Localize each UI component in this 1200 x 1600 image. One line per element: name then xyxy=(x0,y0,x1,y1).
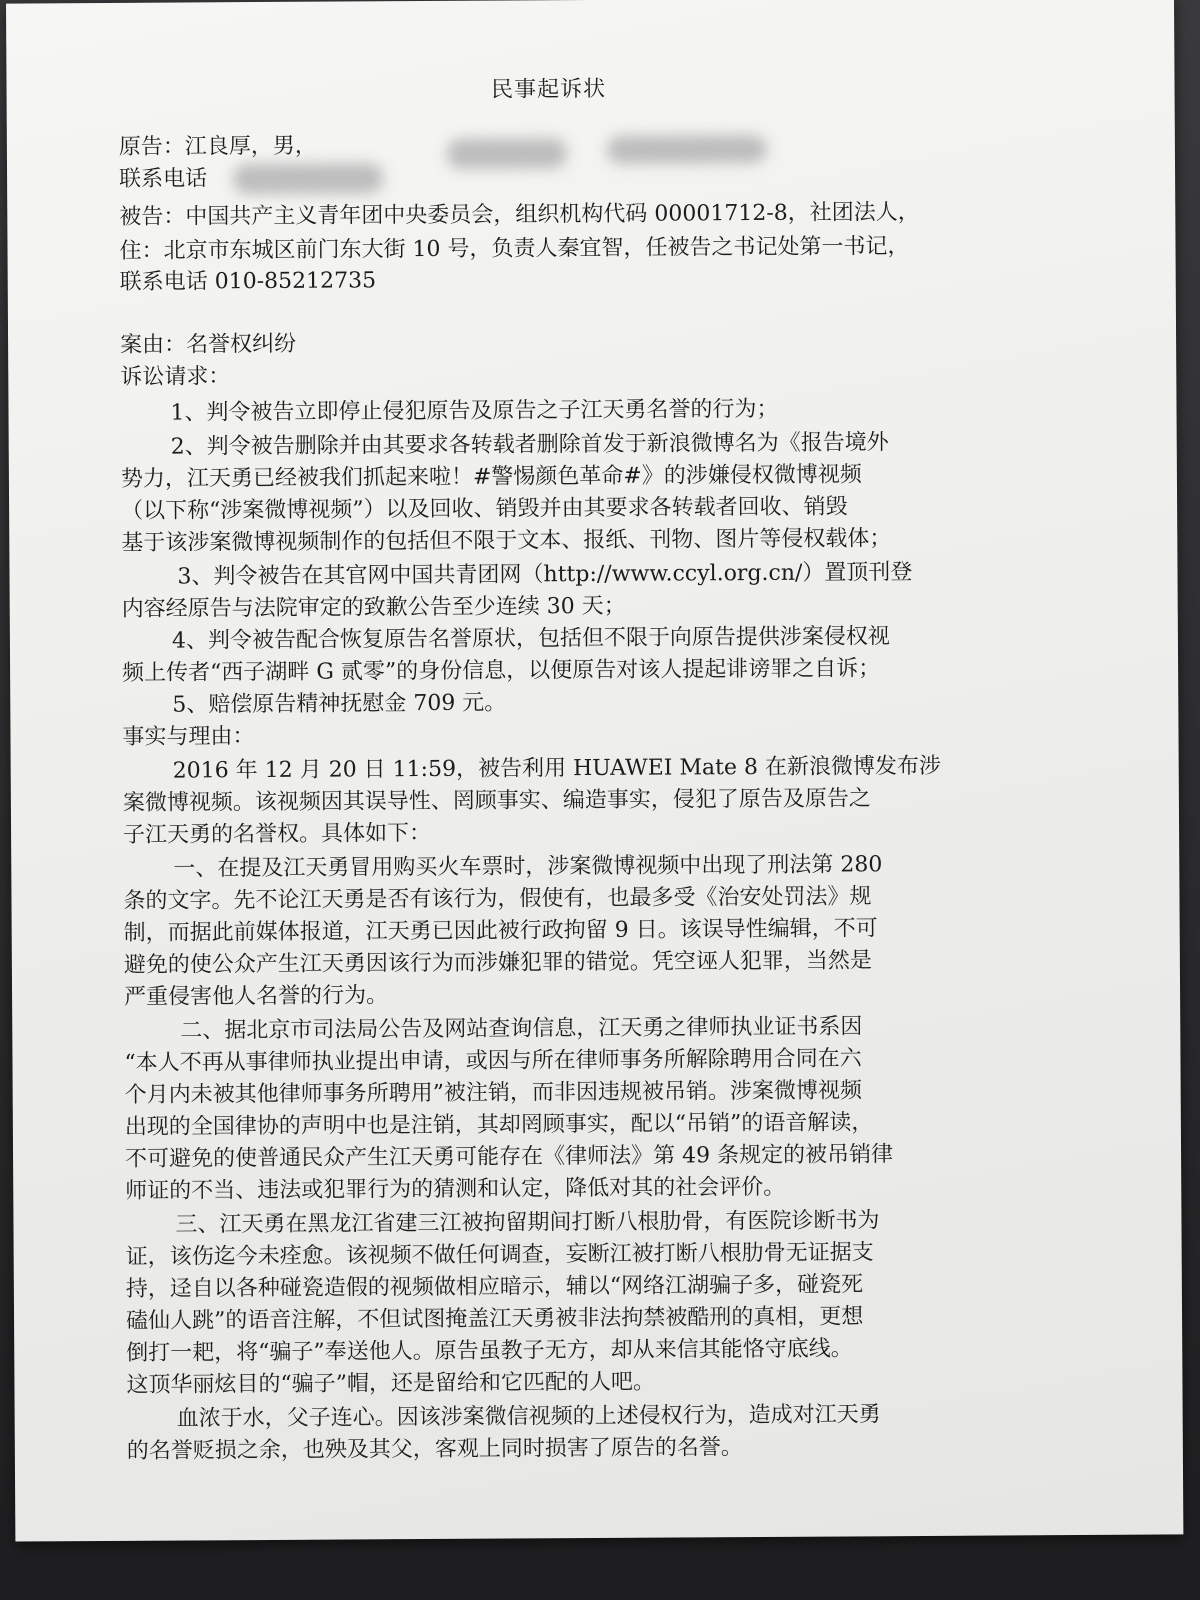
facts-intro-line-2: 案微博视频。该视频因其误导性、罔顾事实、编造事实，侵犯了原告及原告之 xyxy=(122,786,871,816)
plaintiff-line: 原告：江良厚，男， xyxy=(118,133,317,160)
point-2-line-6: 师证的不当、违法或犯罪行为的猜测和认定，降低对其的社会评价。 xyxy=(125,1174,786,1204)
document-page xyxy=(6,0,1183,1542)
claim-1: 1、判令被告立即停止侵犯原告及原告之子江天勇名誉的行为； xyxy=(170,396,779,426)
claim-4-line-1: 4、判令被告配合恢复原告名誉原状，包括但不限于向原告提供涉案侵权视 xyxy=(171,624,890,654)
claim-4-line-2: 频上传者“西子湖畔 G 贰零”的身份信息，以便原告对该人提起诽谤罪之自诉； xyxy=(122,656,881,686)
point-2-line-4: 出现的全国律协的声明中也是注销，其却罔顾事实，配以“吊销”的语音解读， xyxy=(124,1110,874,1140)
claim-2-line-1: 2、判令被告删除并由其要求各转载者删除首发于新浪微博名为《报告境外 xyxy=(170,430,889,460)
defendant-line-1: 被告：中国共产主义青年团中央委员会，组织机构代码 00001712-8，社团法人， xyxy=(119,199,920,230)
case-cause: 案由：名誉权纠纷 xyxy=(120,331,297,358)
conclusion-line-2: 的名誉贬损之余，也殃及其父，客观上同时损害了原告的名誉。 xyxy=(126,1435,743,1464)
document-title: 民事起诉状 xyxy=(490,76,607,103)
point-1-line-1: 一、在提及江天勇冒用购买火车票时，涉案微博视频中出现了刑法第 280 xyxy=(173,852,883,882)
point-3-line-1: 三、江天勇在黑龙江省建三江被拘留期间打断八根肋骨，有医院诊断书为 xyxy=(175,1208,880,1238)
point-2-line-5: 不可避免的使普通民众产生江天勇可能存在《律师法》第 49 条规定的被吊销律 xyxy=(124,1142,894,1172)
point-3-line-3: 持，迳自以各种碰瓷造假的视频做相应暗示，辅以“网络江湖骗子多，碰瓷死 xyxy=(125,1272,864,1302)
claim-5: 5、赔偿原告精神抚慰金 709 元。 xyxy=(172,690,507,718)
redaction-blur-3 xyxy=(233,163,383,194)
facts-intro-line-1: 2016 年 12 月 20 日 11:59，被告利用 HUAWEI Mate 8 在新浪微博发布涉 xyxy=(172,753,941,784)
defendant-phone-line: 联系电话 010-85212735 xyxy=(119,268,377,295)
point-2-line-2: “本人不再从事律师执业提出申请，或因与所在律师事务所解除聘用合同在六 xyxy=(124,1046,862,1076)
claim-2-line-4: 基于该涉案微博视频制作的包括但不限于文本、报纸、刊物、图片等侵权载体； xyxy=(121,526,892,556)
point-3-line-6: 这顶华丽炫目的“骗子”帽，还是留给和它匹配的人吧。 xyxy=(126,1369,656,1398)
conclusion-line-1: 血浓于水，父子连心。因该涉案微信视频的上述侵权行为，造成对江天勇 xyxy=(176,1402,881,1432)
claim-2-line-3: （以下称“涉案微博视频”）以及回收、销毁并由其要求各转载者回收、销毁 xyxy=(121,494,848,524)
point-3-line-2: 证，该伤迄今未痊愈。该视频不做任何调查，妄断江被打断八根肋骨无证据支 xyxy=(125,1240,874,1270)
claim-3-line-2: 内容经原告与法院审定的致歉公告至少连续 30 天； xyxy=(121,593,626,622)
point-3-line-5: 倒打一耙，将“骗子”奉送他人。原告虽教子无方，却从来信其能恪守底线。 xyxy=(126,1336,853,1366)
claim-2-line-2: 势力，江天勇已经被我们抓起来啦！#警惕颜色革命#》的涉嫌侵权微博视频 xyxy=(120,462,862,492)
plaintiff-phone-line: 联系电话 xyxy=(119,166,208,192)
point-3-line-4: 磕仙人跳”的语音注解，不但试图掩盖江天勇被非法拘禁被酷刑的真相，更想 xyxy=(125,1304,864,1334)
point-1-line-5: 严重侵害他人名誉的行为。 xyxy=(124,983,389,1010)
point-1-line-3: 制，而据此前媒体报道，江天勇已因此被行政拘留 9 日。该误导性编辑，不可 xyxy=(123,916,878,946)
complaint-document xyxy=(118,0,1018,1464)
defendant-line-2: 住：北京市东城区前门东大街 10 号，负责人秦宜智，任被告之书记处第一书记， xyxy=(119,234,910,264)
facts-heading: 事实与理由： xyxy=(122,724,255,750)
facts-intro-line-3: 子江天勇的名誉权。具体如下： xyxy=(123,820,432,848)
point-2-line-3: 个月内未被其他律师事务所聘用”被注销，而非因违规被吊销。涉案微博视频 xyxy=(124,1078,862,1108)
redaction-blur-1 xyxy=(447,138,567,169)
claim-3-line-1: 3、判令被告在其官网中国共青团网（http://www.ccyl.org.cn/）置顶刊登 xyxy=(177,560,913,590)
point-2-line-1: 二、据北京市司法局公告及网站查询信息，江天勇之律师执业证书系因 xyxy=(180,1014,863,1044)
point-1-line-4: 避免的使公众产生江天勇因该行为而涉嫌犯罪的错觉。凭空诬人犯罪，当然是 xyxy=(123,948,872,978)
point-1-line-2: 条的文字。先不论江天勇是否有该行为，假使有，也最多受《治安处罚法》规 xyxy=(123,884,872,914)
redaction-blur-2 xyxy=(607,135,767,164)
claims-heading: 诉讼请求： xyxy=(120,364,231,390)
